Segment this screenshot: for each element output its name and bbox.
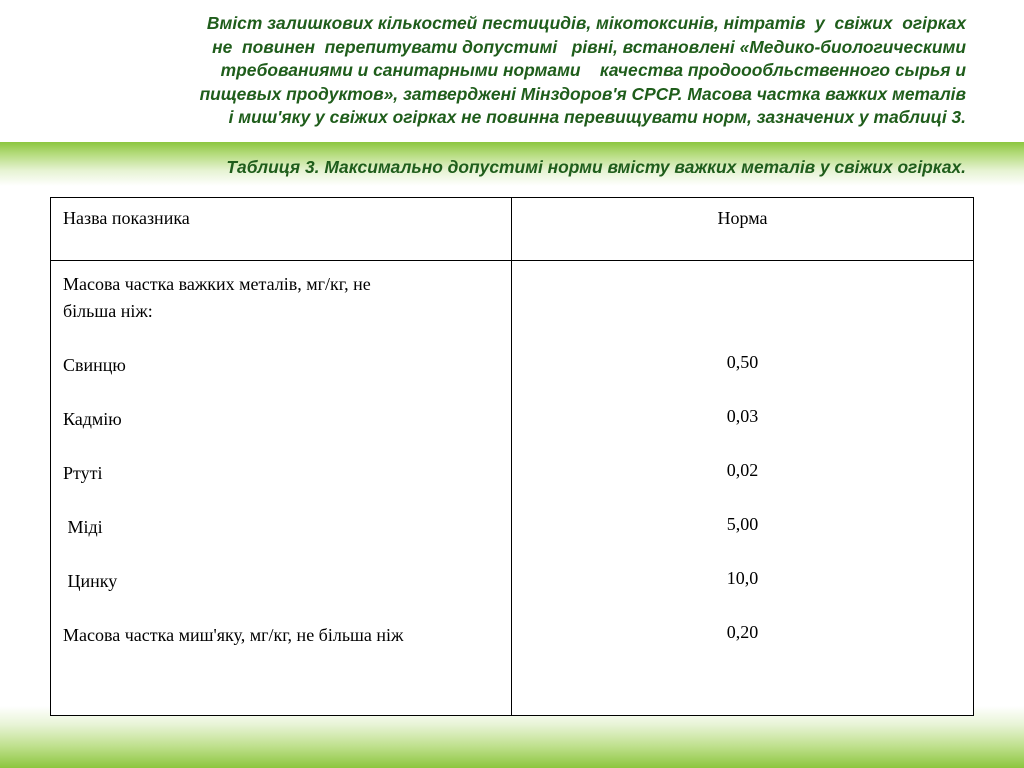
table-header-row: [51, 198, 974, 261]
indicator-name: Ртуті: [63, 463, 103, 483]
header-norm-cell: Норма: [512, 198, 974, 261]
spacer: [63, 541, 499, 568]
indicator-name: Кадмію: [63, 409, 122, 429]
indicator-name: Цинку: [63, 571, 118, 591]
norm-value: 10,0: [726, 568, 759, 588]
indicator-name: Масова частка миш'яку, мг/кг, не більша ніж: [63, 625, 404, 645]
spacer: [512, 430, 973, 457]
indicator-name: Міді: [63, 517, 103, 537]
spacer: [63, 487, 499, 514]
indicator-name: Свинцю: [63, 355, 126, 375]
group-label: більша ніж:: [63, 301, 153, 321]
table-caption: Таблиця 3. Максимально допустимі норми вмісту важких металів у свіжих огірках.: [226, 157, 966, 177]
norm-value: 0,03: [726, 406, 759, 426]
intro-line: не повинен перепитувати допустимі рівні, встановлені «Медико-биологическими: [212, 36, 966, 57]
intro-paragraph: [46, 12, 966, 130]
intro-line: пищевых продуктов», затверджені Мінздоров'я СРСР. Масова частка важких металів: [199, 83, 966, 104]
intro-line: требованиями и санитарными нормами качества продоообльственного сырья и: [220, 60, 966, 81]
indicator-names-cell: [51, 261, 512, 716]
group-label: Масова частка важких металів, мг/кг, не: [63, 274, 371, 294]
spacer: [512, 261, 973, 349]
spacer: [512, 484, 973, 511]
header-name-cell: Назва показника: [51, 198, 512, 261]
norm-value: 0,02: [726, 460, 759, 480]
table-body-row: [51, 261, 974, 716]
norm-value: 0,50: [726, 352, 759, 372]
norm-value: 0,20: [726, 622, 759, 642]
norms-table: [50, 197, 974, 716]
spacer: [63, 595, 499, 622]
intro-line: і миш'яку у свіжих огірках не повинна перевищувати норм, зазначених у таблиці 3.: [228, 107, 966, 128]
spacer: [63, 325, 499, 352]
spacer: [512, 538, 973, 565]
norm-value: 5,00: [726, 514, 759, 534]
norm-values-cell: [512, 261, 974, 716]
spacer: [512, 376, 973, 403]
intro-line: Вміст залишкових кількостей пестицидів, мікотоксинів, нітратів у свіжих огірках: [206, 13, 966, 33]
spacer: [512, 592, 973, 619]
spacer: [63, 433, 499, 460]
spacer: [63, 379, 499, 406]
